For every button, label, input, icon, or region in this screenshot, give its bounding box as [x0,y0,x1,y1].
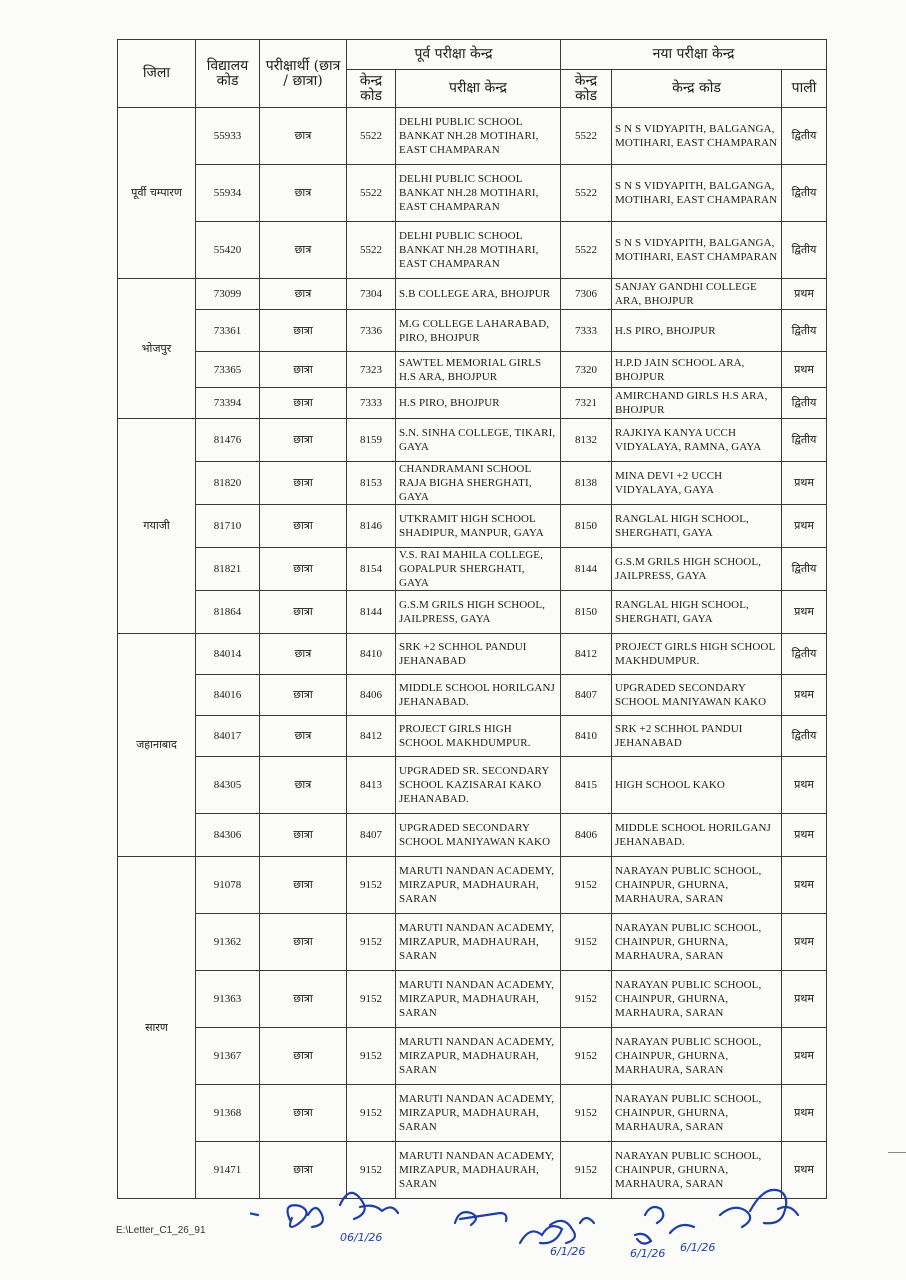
header-candidate: परीक्षार्थी (छात्र / छात्रा) [260,40,347,108]
new-center-code-cell: 9152 [561,971,612,1028]
prev-center-name-cell: PROJECT GIRLS HIGH SCHOOL MAKHDUMPUR. [396,716,561,757]
table-row [118,310,827,352]
candidate-cell: छात्र [260,757,347,814]
school-code-cell: 91368 [196,1085,260,1142]
prev-center-code-cell: 9152 [347,914,396,971]
shift-cell: प्रथम [782,279,827,310]
new-center-name-cell: UPGRADED SECONDARY SCHOOL MANIYAWAN KAKO [612,675,782,716]
signature-mark-2 [288,1205,323,1227]
new-center-name-cell: NARAYAN PUBLIC SCHOOL, CHAINPUR, GHURNA, MARHAURA, SARAN [612,971,782,1028]
candidate-cell: छात्रा [260,310,347,352]
table-row [118,419,827,462]
new-center-code-cell: 7321 [561,388,612,419]
header-new-center-code: केन्द्र कोड [561,70,612,108]
candidate-cell: छात्रा [260,1142,347,1199]
new-center-name-cell: SANJAY GANDHI COLLEGE ARA, BHOJPUR [612,279,782,310]
new-center-name-cell: NARAYAN PUBLIC SCHOOL, CHAINPUR, GHURNA, MARHAURA, SARAN [612,1142,782,1199]
prev-center-code-cell: 8413 [347,757,396,814]
school-code-cell: 91362 [196,914,260,971]
center-change-table [117,39,827,1199]
prev-center-name-cell: MARUTI NANDAN ACADEMY, MIRZAPUR, MADHAURAH, SARAN [396,1142,561,1199]
signature-area [250,1185,810,1275]
prev-center-code-cell: 8412 [347,716,396,757]
shift-cell: द्वितीय [782,419,827,462]
table-row [118,857,827,914]
table-row [118,971,827,1028]
school-code-cell: 81710 [196,505,260,548]
shift-cell: प्रथम [782,1028,827,1085]
shift-cell: प्रथम [782,462,827,505]
table-row [118,388,827,419]
shift-cell: प्रथम [782,505,827,548]
candidate-cell: छात्रा [260,591,347,634]
signature-mark-7 [720,1190,798,1227]
shift-cell: प्रथम [782,857,827,914]
prev-center-code-cell: 9152 [347,1085,396,1142]
new-center-code-cell: 5522 [561,165,612,222]
new-center-name-cell: HIGH SCHOOL KAKO [612,757,782,814]
new-center-code-cell: 9152 [561,914,612,971]
header-school-code: विद्यालय कोड [196,40,260,108]
school-code-cell: 81476 [196,419,260,462]
prev-center-name-cell: SRK +2 SCHHOL PANDUI JEHANABAD [396,634,561,675]
new-center-name-cell: SRK +2 SCHHOL PANDUI JEHANABAD [612,716,782,757]
shift-cell: द्वितीय [782,310,827,352]
shift-cell: प्रथम [782,971,827,1028]
shift-cell: प्रथम [782,814,827,857]
school-code-cell: 84306 [196,814,260,857]
prev-center-name-cell: MARUTI NANDAN ACADEMY, MIRZAPUR, MADHAURAH, SARAN [396,1028,561,1085]
new-center-code-cell: 8407 [561,675,612,716]
shift-cell: प्रथम [782,1142,827,1199]
school-code-cell: 73361 [196,310,260,352]
table-row [118,548,827,591]
table-body [118,108,827,1199]
new-center-name-cell: RANGLAL HIGH SCHOOL, SHERGHATI, GAYA [612,505,782,548]
shift-cell: प्रथम [782,591,827,634]
prev-center-code-cell: 7336 [347,310,396,352]
prev-center-name-cell: UPGRADED SR. SECONDARY SCHOOL KAZISARAI KAKO JEHANABAD. [396,757,561,814]
prev-center-name-cell: MARUTI NANDAN ACADEMY, MIRZAPUR, MADHAURAH, SARAN [396,1085,561,1142]
school-code-cell: 91367 [196,1028,260,1085]
table-row [118,279,827,310]
prev-center-code-cell: 5522 [347,165,396,222]
school-code-cell: 73099 [196,279,260,310]
new-center-name-cell: S N S VIDYAPITH, BALGANGA, MOTIHARI, EAST CHAMPARAN [612,108,782,165]
new-center-name-cell: NARAYAN PUBLIC SCHOOL, CHAINPUR, GHURNA, MARHAURA, SARAN [612,1085,782,1142]
prev-center-name-cell: G.S.M GRILS HIGH SCHOOL, JAILPRESS, GAYA [396,591,561,634]
new-center-code-cell: 7333 [561,310,612,352]
new-center-name-cell: RAJKIYA KANYA UCCH VIDYALAYA, RAMNA, GAYA [612,419,782,462]
new-center-code-cell: 7320 [561,352,612,388]
table-row [118,814,827,857]
header-new-center-name: केन्द्र कोड [612,70,782,108]
school-code-cell: 81821 [196,548,260,591]
prev-center-code-cell: 5522 [347,108,396,165]
shift-cell: द्वितीय [782,716,827,757]
table-row [118,914,827,971]
new-center-name-cell: AMIRCHAND GIRLS H.S ARA, BHOJPUR [612,388,782,419]
prev-center-code-cell: 8410 [347,634,396,675]
new-center-code-cell: 8150 [561,591,612,634]
table-row [118,716,827,757]
school-code-cell: 81864 [196,591,260,634]
scan-edge-mark [888,1152,906,1153]
new-center-code-cell: 9152 [561,1085,612,1142]
shift-cell: द्वितीय [782,634,827,675]
new-center-code-cell: 9152 [561,857,612,914]
new-center-code-cell: 8406 [561,814,612,857]
prev-center-name-cell: DELHI PUBLIC SCHOOL BANKAT NH.28 MOTIHARI, EAST CHAMPARAN [396,222,561,279]
candidate-cell: छात्रा [260,675,347,716]
signature-mark-3 [340,1193,398,1219]
prev-center-name-cell: MIDDLE SCHOOL HORILGANJ JEHANABAD. [396,675,561,716]
prev-center-name-cell: CHANDRAMANI SCHOOL RAJA BIGHA SHERGHATI, GAYA [396,462,561,505]
new-center-code-cell: 5522 [561,222,612,279]
shift-cell: द्वितीय [782,165,827,222]
table-row [118,591,827,634]
prev-center-code-cell: 8154 [347,548,396,591]
new-center-code-cell: 8150 [561,505,612,548]
new-center-name-cell: NARAYAN PUBLIC SCHOOL, CHAINPUR, GHURNA, MARHAURA, SARAN [612,1028,782,1085]
shift-cell: प्रथम [782,914,827,971]
handwritten-signatures [250,1190,798,1244]
new-center-code-cell: 8415 [561,757,612,814]
school-code-cell: 91078 [196,857,260,914]
table-row [118,462,827,505]
prev-center-code-cell: 8406 [347,675,396,716]
shift-cell: द्वितीय [782,548,827,591]
header-previous-center: पूर्व परीक्षा केन्द्र [347,40,561,70]
prev-center-code-cell: 9152 [347,971,396,1028]
candidate-cell: छात्रा [260,914,347,971]
signature-date-3: 6/1/26 [630,1247,666,1260]
prev-center-name-cell: H.S PIRO, BHOJPUR [396,388,561,419]
prev-center-name-cell: DELHI PUBLIC SCHOOL BANKAT NH.28 MOTIHARI, EAST CHAMPARAN [396,108,561,165]
table-row [118,1085,827,1142]
candidate-cell: छात्र [260,279,347,310]
shift-cell: प्रथम [782,352,827,388]
prev-center-name-cell: SAWTEL MEMORIAL GIRLS H.S ARA, BHOJPUR [396,352,561,388]
signature-mark-6 [635,1207,694,1244]
candidate-cell: छात्र [260,222,347,279]
signature-date-4: 6/1/26 [680,1241,716,1254]
new-center-code-cell: 8144 [561,548,612,591]
prev-center-code-cell: 5522 [347,222,396,279]
candidate-cell: छात्रा [260,814,347,857]
prev-center-code-cell: 8144 [347,591,396,634]
table-row [118,165,827,222]
table-row [118,634,827,675]
prev-center-code-cell: 9152 [347,1028,396,1085]
prev-center-code-cell: 8407 [347,814,396,857]
table-row [118,222,827,279]
school-code-cell: 84305 [196,757,260,814]
new-center-name-cell: H.S PIRO, BHOJPUR [612,310,782,352]
school-code-cell: 84016 [196,675,260,716]
shift-cell: प्रथम [782,675,827,716]
prev-center-name-cell: S.B COLLEGE ARA, BHOJPUR [396,279,561,310]
signature-date-2: 6/1/26 [550,1245,586,1258]
candidate-cell: छात्र [260,108,347,165]
new-center-name-cell: NARAYAN PUBLIC SCHOOL, CHAINPUR, GHURNA, MARHAURA, SARAN [612,914,782,971]
header-new-center: नया परीक्षा केन्द्र [561,40,827,70]
shift-cell: द्वितीय [782,108,827,165]
candidate-cell: छात्रा [260,1085,347,1142]
table-row [118,1028,827,1085]
candidate-cell: छात्र [260,165,347,222]
candidate-cell: छात्र [260,634,347,675]
signature-mark-4 [455,1212,506,1225]
candidate-cell: छात्रा [260,857,347,914]
table-row [118,505,827,548]
new-center-name-cell: S N S VIDYAPITH, BALGANGA, MOTIHARI, EAST CHAMPARAN [612,222,782,279]
new-center-code-cell: 8138 [561,462,612,505]
prev-center-name-cell: MARUTI NANDAN ACADEMY, MIRZAPUR, MADHAURAH, SARAN [396,914,561,971]
table-row [118,352,827,388]
prev-center-code-cell: 7333 [347,388,396,419]
new-center-code-cell: 8412 [561,634,612,675]
signature-mark-5 [520,1218,594,1243]
new-center-name-cell: NARAYAN PUBLIC SCHOOL, CHAINPUR, GHURNA, MARHAURA, SARAN [612,857,782,914]
new-center-name-cell: MINA DEVI +2 UCCH VIDYALAYA, GAYA [612,462,782,505]
school-code-cell: 91471 [196,1142,260,1199]
new-center-code-cell: 7306 [561,279,612,310]
candidate-cell: छात्रा [260,352,347,388]
prev-center-code-cell: 9152 [347,1142,396,1199]
new-center-name-cell: H.P.D JAIN SCHOOL ARA, BHOJPUR [612,352,782,388]
candidate-cell: छात्रा [260,548,347,591]
shift-cell: द्वितीय [782,222,827,279]
new-center-name-cell: G.S.M GRILS HIGH SCHOOL, JAILPRESS, GAYA [612,548,782,591]
new-center-name-cell: MIDDLE SCHOOL HORILGANJ JEHANABAD. [612,814,782,857]
header-shift: पाली [782,70,827,108]
new-center-code-cell: 8410 [561,716,612,757]
candidate-cell: छात्रा [260,419,347,462]
new-center-code-cell: 9152 [561,1028,612,1085]
prev-center-name-cell: UTKRAMIT HIGH SCHOOL SHADIPUR, MANPUR, GAYA [396,505,561,548]
signature-mark-1 [250,1212,258,1225]
candidate-cell: छात्रा [260,1028,347,1085]
prev-center-name-cell: MARUTI NANDAN ACADEMY, MIRZAPUR, MADHAURAH, SARAN [396,971,561,1028]
prev-center-code-cell: 7323 [347,352,396,388]
prev-center-name-cell: V.S. RAI MAHILA COLLEGE, GOPALPUR SHERGHATI, GAYA [396,548,561,591]
district-cell: गयाजी [118,419,196,634]
file-reference: E:\Letter_C1_26_91 [116,1225,206,1236]
shift-cell: द्वितीय [782,388,827,419]
district-cell: सारण [118,857,196,1199]
header-prev-center-name: परीक्षा केन्द्र [396,70,561,108]
candidate-cell: छात्रा [260,462,347,505]
table-row [118,757,827,814]
school-code-cell: 55420 [196,222,260,279]
prev-center-code-cell: 9152 [347,857,396,914]
prev-center-code-cell: 8153 [347,462,396,505]
school-code-cell: 55934 [196,165,260,222]
prev-center-name-cell: S.N. SINHA COLLEGE, TIKARI, GAYA [396,419,561,462]
header-district: जिला [118,40,196,108]
school-code-cell: 81820 [196,462,260,505]
prev-center-code-cell: 7304 [347,279,396,310]
new-center-name-cell: S N S VIDYAPITH, BALGANGA, MOTIHARI, EAST CHAMPARAN [612,165,782,222]
prev-center-name-cell: DELHI PUBLIC SCHOOL BANKAT NH.28 MOTIHARI, EAST CHAMPARAN [396,165,561,222]
candidate-cell: छात्रा [260,971,347,1028]
prev-center-name-cell: UPGRADED SECONDARY SCHOOL MANIYAWAN KAKO [396,814,561,857]
district-cell: जहानाबाद [118,634,196,857]
candidate-cell: छात्र [260,716,347,757]
shift-cell: प्रथम [782,1085,827,1142]
signature-date-1: 06/1/26 [340,1231,383,1244]
school-code-cell: 73365 [196,352,260,388]
table-row [118,675,827,716]
new-center-code-cell: 5522 [561,108,612,165]
school-code-cell: 84014 [196,634,260,675]
shift-cell: प्रथम [782,757,827,814]
new-center-code-cell: 8132 [561,419,612,462]
school-code-cell: 84017 [196,716,260,757]
district-cell: भोजपुर [118,279,196,419]
header-prev-center-code: केन्द्र कोड [347,70,396,108]
school-code-cell: 91363 [196,971,260,1028]
new-center-name-cell: RANGLAL HIGH SCHOOL, SHERGHATI, GAYA [612,591,782,634]
table-row [118,108,827,165]
new-center-code-cell: 9152 [561,1142,612,1199]
candidate-cell: छात्रा [260,505,347,548]
school-code-cell: 73394 [196,388,260,419]
district-cell: पूर्वी चम्पारण [118,108,196,279]
new-center-name-cell: PROJECT GIRLS HIGH SCHOOL MAKHDUMPUR. [612,634,782,675]
prev-center-name-cell: MARUTI NANDAN ACADEMY, MIRZAPUR, MADHAURAH, SARAN [396,857,561,914]
prev-center-code-cell: 8159 [347,419,396,462]
prev-center-name-cell: M.G COLLEGE LAHARABAD, PIRO, BHOJPUR [396,310,561,352]
school-code-cell: 55933 [196,108,260,165]
candidate-cell: छात्रा [260,388,347,419]
prev-center-code-cell: 8146 [347,505,396,548]
